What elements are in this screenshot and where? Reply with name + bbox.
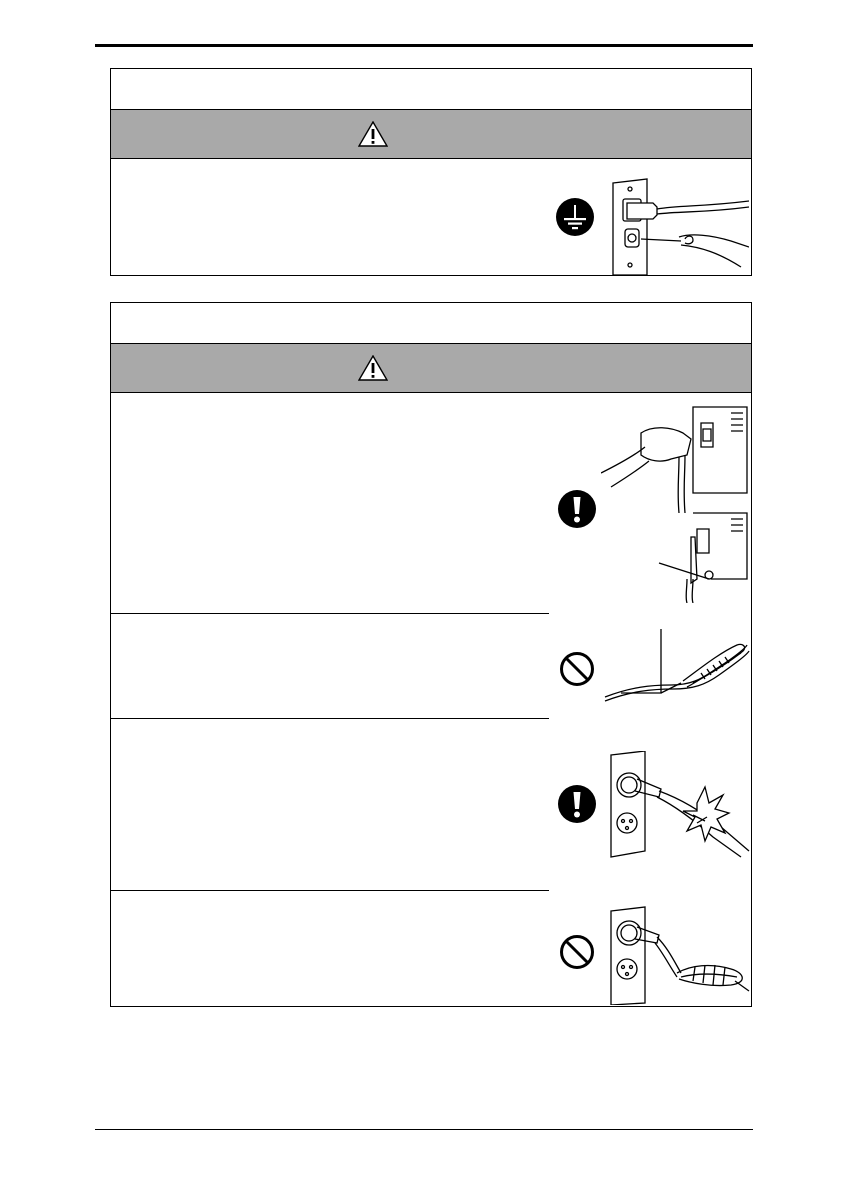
bundled-cord-illustration [601,903,751,1005]
warning-band [111,343,751,393]
row-separator [111,890,549,891]
warning-text-area [131,169,541,259]
row-separator [111,613,549,614]
warning-triangle-icon [358,355,388,381]
warning-triangle-icon [358,121,388,147]
plug-into-printer-illustration [601,403,751,603]
warning-panel-grounding [110,68,752,276]
panel-title [111,303,751,343]
panel-title [111,69,751,109]
mandatory-exclamation-icon [557,784,597,824]
warning-panel-power-cord [110,302,752,1007]
mandatory-exclamation-icon [557,489,597,529]
prohibited-icon [559,934,595,970]
footer-rule [95,1129,753,1130]
row-separator [111,718,549,719]
ground-icon [555,197,595,237]
damaged-cord-illustration [601,751,751,861]
prohibited-icon [559,651,595,687]
warning-band [111,109,751,159]
wall-outlet-ground-illustration [601,177,749,277]
cord-under-machine-illustration [601,623,751,705]
header-rule [95,44,753,47]
